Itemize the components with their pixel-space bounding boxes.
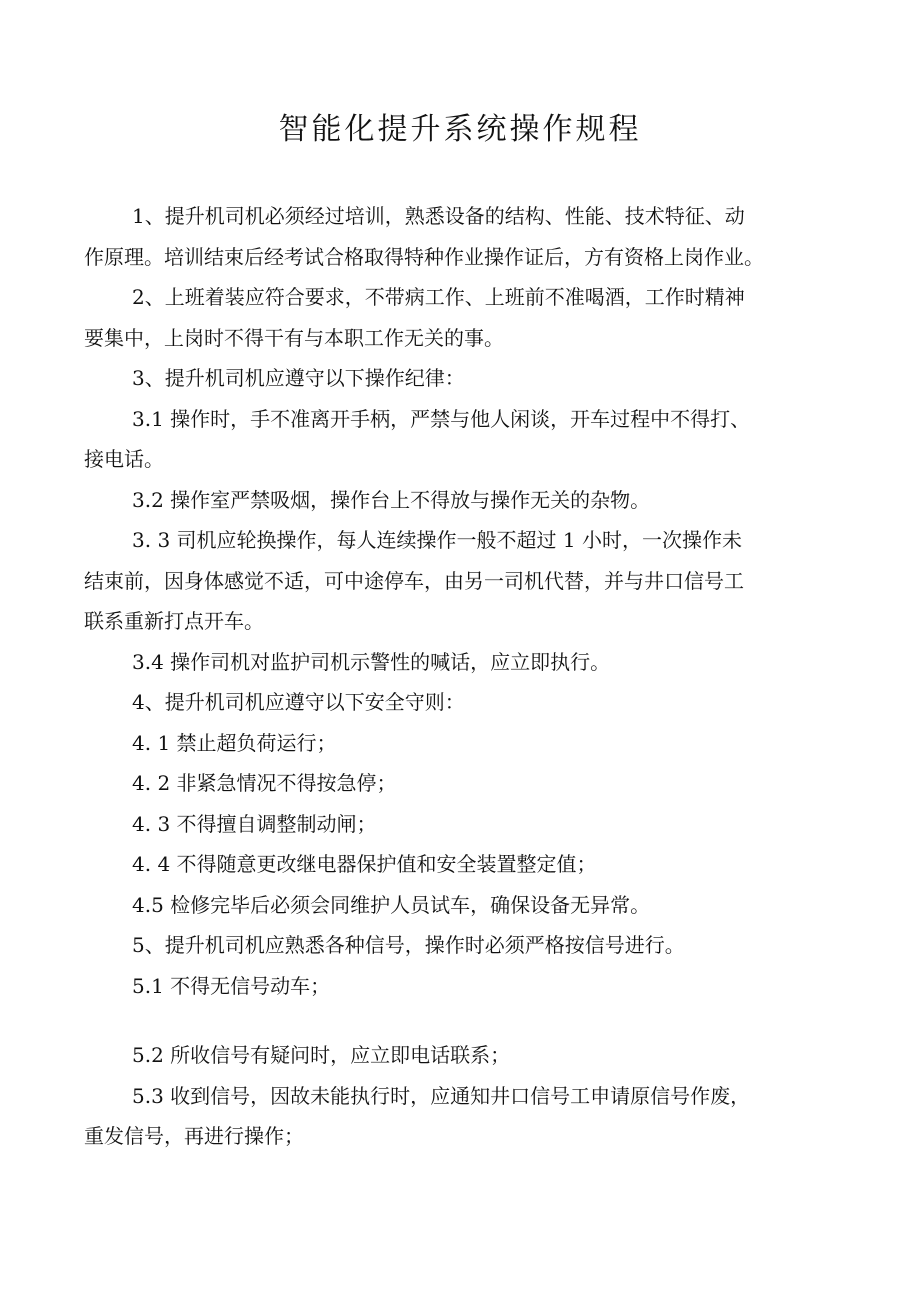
- page-title: 智能化提升系统操作规程: [278, 112, 642, 147]
- item-4-3: 4. 3 不得擅自调整制动闸；: [132, 811, 377, 836]
- paragraph-5: 5、提升机司机应熟悉各种信号，操作时必须严格按信号进行。: [132, 933, 685, 957]
- item-3-1-line-1: 3.1 操作时，手不准离开手柄，严禁与他人闲谈，开车过程中不得打、: [132, 406, 751, 431]
- item-3-2: 3.2 操作室严禁吸烟，操作台上不得放与操作无关的杂物。: [132, 487, 651, 512]
- item-5-3-line-2: 重发信号，再进行操作；: [84, 1124, 304, 1148]
- paragraph-4: 4、提升机司机应遵守以下安全守则：: [132, 690, 465, 714]
- item-4-1: 4. 1 禁止超负荷运行；: [132, 730, 337, 755]
- paragraph-2-line-1: 2、上班着装应符合要求，不带病工作、上班前不准喝酒，工作时精神: [132, 285, 745, 309]
- paragraph-1-line-2: 作原理。培训结束后经考试合格取得特种作业操作证后，方有资格上岗作业。: [84, 244, 764, 269]
- item-3-3-line-1: 3. 3 司机应轮换操作，每人连续操作一般不超过 1 小时，一次操作未: [132, 528, 742, 552]
- body-text: [84, 196, 764, 1006]
- item-3-1-line-2: 接电话。: [84, 447, 164, 471]
- body-text-continued: [84, 1035, 750, 1157]
- item-3-3-line-3: 联系重新打点开车。: [84, 609, 264, 633]
- item-5-2: 5.2 所收信号有疑问时，应立即电话联系；: [132, 1043, 511, 1067]
- item-3-3-line-2: 结束前，因身体感觉不适，可中途停车，由另一司机代替，并与井口信号工: [84, 568, 744, 593]
- item-4-2: 4. 2 非紧急情况不得按急停；: [132, 771, 397, 795]
- item-5-3-line-1: 5.3 收到信号，因故未能执行时，应通知井口信号工申请原信号作废，: [132, 1083, 751, 1108]
- paragraph-2-line-2: 要集中，上岗时不得干有与本职工作无关的事。: [84, 325, 504, 350]
- paragraph-1-line-1: 1、提升机司机必须经过培训，熟悉设备的结构、性能、技术特征、动: [132, 204, 745, 228]
- item-4-4: 4. 4 不得随意更改继电器保护值和安全装置整定值；: [132, 852, 597, 876]
- item-3-4: 3.4 操作司机对监护司机示警性的喊话，应立即执行。: [132, 649, 611, 674]
- paragraph-3: 3、提升机司机应遵守以下操作纪律：: [132, 366, 465, 390]
- item-5-1: 5.1 不得无信号动车；: [132, 973, 331, 998]
- item-4-5: 4.5 检修完毕后必须会同维护人员试车，确保设备无异常。: [132, 892, 651, 917]
